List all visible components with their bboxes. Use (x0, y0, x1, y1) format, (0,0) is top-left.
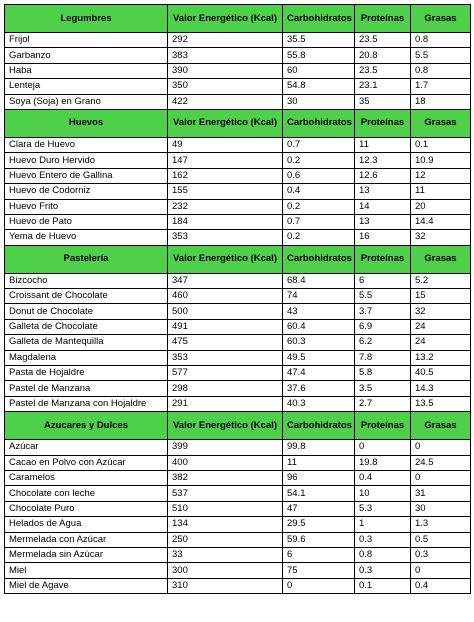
protein-header: Proteínas (355, 109, 411, 137)
energy-header: Valor Energético (Kcal) (168, 5, 283, 33)
protein-value: 35 (355, 94, 411, 109)
table-row (5, 289, 471, 304)
fat-header: Grasas (411, 5, 471, 33)
protein-value: 0.1 (355, 578, 411, 593)
fat-value: 24 (411, 335, 471, 350)
energy-value: 310 (168, 578, 283, 593)
food-name: Caramelos (5, 470, 168, 485)
food-name: Pasta de Hojaldre (5, 366, 168, 381)
nutrition-table-body (5, 5, 471, 594)
energy-value: 577 (168, 366, 283, 381)
food-name: Clara de Huevo (5, 137, 168, 152)
table-row (5, 184, 471, 199)
protein-value: 23.5 (355, 33, 411, 48)
table-row (5, 79, 471, 94)
fat-value: 24 (411, 319, 471, 334)
carbs-value: 35.5 (283, 33, 355, 48)
fat-value: 18 (411, 94, 471, 109)
fat-value: 1.7 (411, 79, 471, 94)
carbs-value: 60 (283, 63, 355, 78)
table-row (5, 455, 471, 470)
food-name: Mermelada con Azúcar (5, 532, 168, 547)
fat-value: 5.5 (411, 48, 471, 63)
carbs-value: 29.5 (283, 517, 355, 532)
energy-header: Valor Energético (Kcal) (168, 109, 283, 137)
protein-value: 13 (355, 214, 411, 229)
table-row (5, 486, 471, 501)
fat-value: 5.2 (411, 273, 471, 288)
energy-value: 291 (168, 396, 283, 411)
food-name: Donut de Chocolate (5, 304, 168, 319)
protein-header: Proteínas (355, 412, 411, 440)
protein-value: 1 (355, 517, 411, 532)
carbs-value: 47 (283, 501, 355, 516)
fat-header: Grasas (411, 412, 471, 440)
energy-value: 250 (168, 532, 283, 547)
food-name: Huevo de Codorniz (5, 184, 168, 199)
fat-value: 24.5 (411, 455, 471, 470)
energy-value: 460 (168, 289, 283, 304)
food-name: Mermelada sin Azúcar (5, 547, 168, 562)
carbs-value: 0.4 (283, 184, 355, 199)
section-header-row (5, 245, 471, 273)
table-row (5, 94, 471, 109)
protein-value: 12.6 (355, 168, 411, 183)
fat-header: Grasas (411, 109, 471, 137)
food-name: Miel (5, 563, 168, 578)
fat-value: 31 (411, 486, 471, 501)
food-name: Pastel de Manzana con Hojaldre (5, 396, 168, 411)
energy-value: 300 (168, 563, 283, 578)
food-name: Chocolate Puro (5, 501, 168, 516)
food-name: Soya (Soja) en Grano (5, 94, 168, 109)
energy-value: 390 (168, 63, 283, 78)
protein-value: 0.3 (355, 563, 411, 578)
carbs-header: Carbohidratos (283, 412, 355, 440)
carbs-value: 43 (283, 304, 355, 319)
energy-value: 155 (168, 184, 283, 199)
energy-value: 49 (168, 137, 283, 152)
carbs-value: 6 (283, 547, 355, 562)
carbs-value: 54.1 (283, 486, 355, 501)
table-row (5, 33, 471, 48)
fat-value: 0.3 (411, 547, 471, 562)
protein-value: 23.5 (355, 63, 411, 78)
energy-value: 383 (168, 48, 283, 63)
carbs-header: Carbohidratos (283, 5, 355, 33)
energy-value: 33 (168, 547, 283, 562)
food-name: Frijol (5, 33, 168, 48)
table-row (5, 547, 471, 562)
section-title: Huevos (5, 109, 168, 137)
energy-value: 292 (168, 33, 283, 48)
protein-value: 2.7 (355, 396, 411, 411)
protein-header: Proteínas (355, 245, 411, 273)
carbs-value: 40.3 (283, 396, 355, 411)
protein-value: 6 (355, 273, 411, 288)
food-name: Croissant de Chocolate (5, 289, 168, 304)
section-header-row (5, 5, 471, 33)
energy-value: 491 (168, 319, 283, 334)
energy-value: 147 (168, 153, 283, 168)
food-name: Yema de Huevo (5, 230, 168, 245)
nutrition-tables (4, 4, 470, 594)
food-name: Bizcocho (5, 273, 168, 288)
food-name: Pastel de Manzana (5, 381, 168, 396)
table-row (5, 578, 471, 593)
fat-value: 32 (411, 230, 471, 245)
food-name: Helados de Agua (5, 517, 168, 532)
protein-value: 5.3 (355, 501, 411, 516)
protein-value: 5.8 (355, 366, 411, 381)
table-row (5, 470, 471, 485)
carbs-value: 37.6 (283, 381, 355, 396)
food-name: Cacao en Polvo con Azúcar (5, 455, 168, 470)
carbs-value: 0.7 (283, 214, 355, 229)
fat-value: 32 (411, 304, 471, 319)
table-row (5, 319, 471, 334)
protein-value: 7.8 (355, 350, 411, 365)
energy-value: 422 (168, 94, 283, 109)
table-row (5, 501, 471, 516)
energy-value: 510 (168, 501, 283, 516)
section-header-row (5, 412, 471, 440)
food-name: Garbanzo (5, 48, 168, 63)
energy-header: Valor Energético (Kcal) (168, 412, 283, 440)
carbs-value: 0.2 (283, 199, 355, 214)
protein-value: 14 (355, 199, 411, 214)
protein-value: 23.1 (355, 79, 411, 94)
energy-value: 134 (168, 517, 283, 532)
carbs-value: 47.4 (283, 366, 355, 381)
carbs-value: 11 (283, 455, 355, 470)
carbs-value: 0.6 (283, 168, 355, 183)
table-row (5, 381, 471, 396)
carbs-value: 30 (283, 94, 355, 109)
protein-value: 0.8 (355, 547, 411, 562)
table-row (5, 440, 471, 455)
fat-value: 0.8 (411, 33, 471, 48)
protein-value: 0.3 (355, 532, 411, 547)
section-title: Azucares y Dulces (5, 412, 168, 440)
protein-value: 5.5 (355, 289, 411, 304)
energy-value: 232 (168, 199, 283, 214)
carbs-value: 49.5 (283, 350, 355, 365)
energy-value: 347 (168, 273, 283, 288)
fat-value: 14.3 (411, 381, 471, 396)
fat-value: 11 (411, 184, 471, 199)
fat-value: 1.3 (411, 517, 471, 532)
table-row (5, 304, 471, 319)
table-row (5, 396, 471, 411)
energy-value: 350 (168, 79, 283, 94)
nutrition-table (4, 4, 471, 594)
energy-value: 298 (168, 381, 283, 396)
carbs-value: 0.7 (283, 137, 355, 152)
carbs-header: Carbohidratos (283, 109, 355, 137)
table-row (5, 137, 471, 152)
table-row (5, 335, 471, 350)
energy-value: 399 (168, 440, 283, 455)
food-name: Huevo Duro Hervido (5, 153, 168, 168)
carbs-value: 68.4 (283, 273, 355, 288)
fat-value: 0 (411, 440, 471, 455)
protein-header: Proteínas (355, 5, 411, 33)
food-name: Magdalena (5, 350, 168, 365)
table-row (5, 168, 471, 183)
food-name: Lenteja (5, 79, 168, 94)
carbs-value: 54.8 (283, 79, 355, 94)
carbs-value: 60.4 (283, 319, 355, 334)
protein-value: 20.8 (355, 48, 411, 63)
protein-value: 11 (355, 137, 411, 152)
protein-value: 13 (355, 184, 411, 199)
protein-value: 6.9 (355, 319, 411, 334)
protein-value: 3.5 (355, 381, 411, 396)
table-row (5, 153, 471, 168)
fat-value: 20 (411, 199, 471, 214)
protein-value: 3.7 (355, 304, 411, 319)
energy-value: 475 (168, 335, 283, 350)
fat-value: 0 (411, 470, 471, 485)
carbs-value: 75 (283, 563, 355, 578)
table-row (5, 63, 471, 78)
protein-value: 6.2 (355, 335, 411, 350)
energy-value: 400 (168, 455, 283, 470)
protein-value: 10 (355, 486, 411, 501)
section-title: Legumbres (5, 5, 168, 33)
table-row (5, 230, 471, 245)
carbs-value: 0 (283, 578, 355, 593)
fat-value: 14.4 (411, 214, 471, 229)
carbs-value: 60.3 (283, 335, 355, 350)
food-name: Miel de Agave (5, 578, 168, 593)
fat-header: Grasas (411, 245, 471, 273)
fat-value: 13.5 (411, 396, 471, 411)
section-title: Pastelería (5, 245, 168, 273)
food-name: Haba (5, 63, 168, 78)
fat-value: 0.1 (411, 137, 471, 152)
energy-value: 353 (168, 230, 283, 245)
table-row (5, 273, 471, 288)
carbs-value: 59.6 (283, 532, 355, 547)
energy-value: 500 (168, 304, 283, 319)
protein-value: 19.8 (355, 455, 411, 470)
fat-value: 0 (411, 563, 471, 578)
fat-value: 10.9 (411, 153, 471, 168)
fat-value: 40.5 (411, 366, 471, 381)
table-row (5, 366, 471, 381)
energy-value: 353 (168, 350, 283, 365)
fat-value: 0.5 (411, 532, 471, 547)
carbs-value: 99.8 (283, 440, 355, 455)
food-name: Huevo Entero de Gallina (5, 168, 168, 183)
table-row (5, 214, 471, 229)
table-row (5, 517, 471, 532)
fat-value: 30 (411, 501, 471, 516)
table-row (5, 350, 471, 365)
table-row (5, 199, 471, 214)
energy-header: Valor Energético (Kcal) (168, 245, 283, 273)
carbs-value: 55.8 (283, 48, 355, 63)
food-name: Azúcar (5, 440, 168, 455)
table-row (5, 532, 471, 547)
energy-value: 184 (168, 214, 283, 229)
food-name: Chocolate con leche (5, 486, 168, 501)
table-row (5, 563, 471, 578)
fat-value: 0.4 (411, 578, 471, 593)
fat-value: 15 (411, 289, 471, 304)
food-name: Galleta de Chocolate (5, 319, 168, 334)
fat-value: 12 (411, 168, 471, 183)
energy-value: 162 (168, 168, 283, 183)
food-name: Galleta de Mantequilla (5, 335, 168, 350)
energy-value: 382 (168, 470, 283, 485)
protein-value: 0 (355, 440, 411, 455)
carbs-value: 0.2 (283, 230, 355, 245)
protein-value: 16 (355, 230, 411, 245)
food-name: Huevo de Pato (5, 214, 168, 229)
fat-value: 0.8 (411, 63, 471, 78)
table-row (5, 48, 471, 63)
carbs-header: Carbohidratos (283, 245, 355, 273)
section-header-row (5, 109, 471, 137)
fat-value: 13.2 (411, 350, 471, 365)
protein-value: 12.3 (355, 153, 411, 168)
energy-value: 537 (168, 486, 283, 501)
carbs-value: 96 (283, 470, 355, 485)
food-name: Huevo Frito (5, 199, 168, 214)
carbs-value: 0.2 (283, 153, 355, 168)
carbs-value: 74 (283, 289, 355, 304)
protein-value: 0.4 (355, 470, 411, 485)
